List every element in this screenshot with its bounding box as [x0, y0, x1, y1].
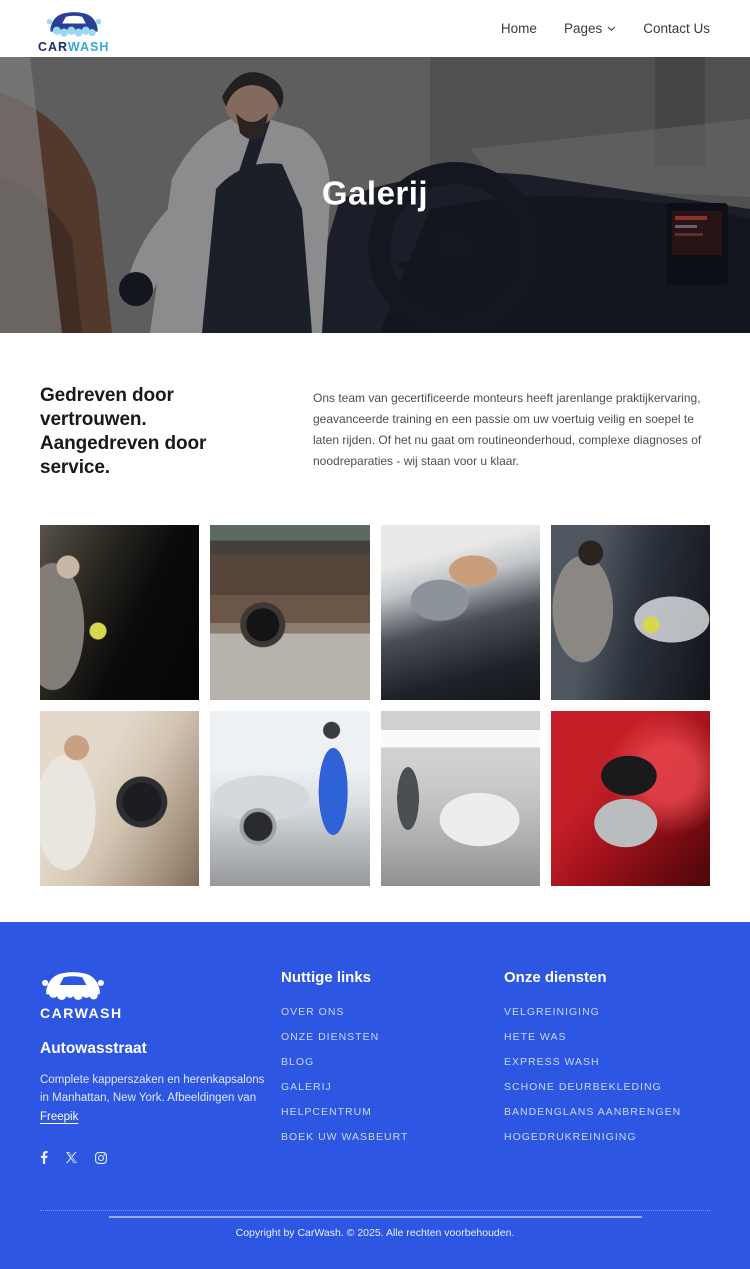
footer-brand-name: Autowasstraat [40, 1040, 281, 1058]
footer-link-onze-diensten[interactable]: ONZE DIENSTEN [281, 1031, 504, 1043]
dotted-divider [40, 1210, 710, 1211]
site-footer [0, 922, 750, 1269]
footer-service-schone-deurbekleding[interactable]: SCHONE DEURBEKLEDING [504, 1081, 710, 1093]
footer-service-express-wash[interactable]: EXPRESS WASH [504, 1056, 710, 1068]
x-twitter-icon[interactable] [66, 1152, 77, 1163]
nav-pages-label: Pages [564, 21, 602, 36]
nav-pages[interactable] [564, 21, 616, 36]
logo-wordmark: CARWASH [38, 41, 109, 54]
social-links [40, 1151, 281, 1164]
footer-link-helpcentrum[interactable]: HELPCENTRUM [281, 1106, 504, 1118]
gallery-image-7[interactable] [381, 711, 540, 886]
gallery-grid [40, 525, 710, 886]
hero-banner [0, 57, 750, 333]
footer-services-title: Onze diensten [504, 966, 710, 986]
footer-service-bandenglans[interactable]: BANDENGLANS AANBRENGEN [504, 1106, 710, 1118]
site-header [0, 0, 750, 57]
footer-bottom [40, 1210, 710, 1239]
footer-description-text: Complete kapperszaken en herenkapsalons in Manhattan, New York. Afbeeldingen van [40, 1074, 264, 1105]
gallery-image-5[interactable] [40, 711, 199, 886]
nav-contact-us[interactable]: Contact Us [643, 21, 710, 36]
footer-link-boek-uw-wasbeurt[interactable]: BOEK UW WASBEURT [281, 1131, 504, 1143]
footer-description [40, 1071, 265, 1128]
footer-service-hogedrukreiniging[interactable]: HOGEDRUKREINIGING [504, 1131, 710, 1143]
gallery-image-6[interactable] [210, 711, 369, 886]
freepik-link[interactable]: Freepik [40, 1111, 78, 1123]
footer-service-velgreiniging[interactable]: VELGREINIGING [504, 1006, 710, 1018]
facebook-icon[interactable] [40, 1151, 48, 1164]
car-logo-icon-white [40, 966, 106, 1004]
chevron-down-icon [607, 26, 616, 32]
gallery-image-3[interactable] [381, 525, 540, 700]
gallery-image-1[interactable] [40, 525, 199, 700]
footer-link-blog[interactable]: BLOG [281, 1056, 504, 1068]
footer-links-title: Nuttige links [281, 966, 504, 986]
solid-divider [109, 1216, 642, 1218]
footer-logo-wordmark: CARWASH [40, 1006, 281, 1020]
gallery-image-8[interactable] [551, 711, 710, 886]
footer-carwash-logo[interactable] [40, 966, 281, 1020]
page-title: Galerij [0, 174, 750, 212]
copyright-text: Copyright by CarWash. © 2025. Alle rechten voorbehouden. [40, 1227, 710, 1239]
footer-services-column [504, 966, 710, 1165]
footer-link-over-ons[interactable]: OVER ONS [281, 1006, 504, 1018]
carwash-logo[interactable] [38, 4, 109, 54]
car-logo-icon [45, 7, 103, 40]
footer-links-column [281, 966, 504, 1165]
main-nav [501, 21, 710, 36]
gallery-image-2[interactable] [210, 525, 369, 700]
footer-brand-column [40, 966, 281, 1165]
intro-section [0, 333, 750, 481]
intro-paragraph: Ons team van gecertificeerde monteurs heeft jarenlange praktijkervaring, geavanceerde training en een passie om uw voertuig veilig en soepel te laten rijden. Of het nu gaat om routineonderhoud, complexe diagnoses of noodreparaties - wij staan voor u klaar. [313, 384, 710, 481]
footer-link-galerij[interactable]: GALERIJ [281, 1081, 504, 1093]
gallery-image-4[interactable] [551, 525, 710, 700]
nav-home[interactable]: Home [501, 21, 537, 36]
footer-service-hete-was[interactable]: HETE WAS [504, 1031, 710, 1043]
instagram-icon[interactable] [95, 1152, 107, 1164]
intro-heading: Gedreven door vertrouwen. Aangedreven door service. [40, 384, 268, 481]
